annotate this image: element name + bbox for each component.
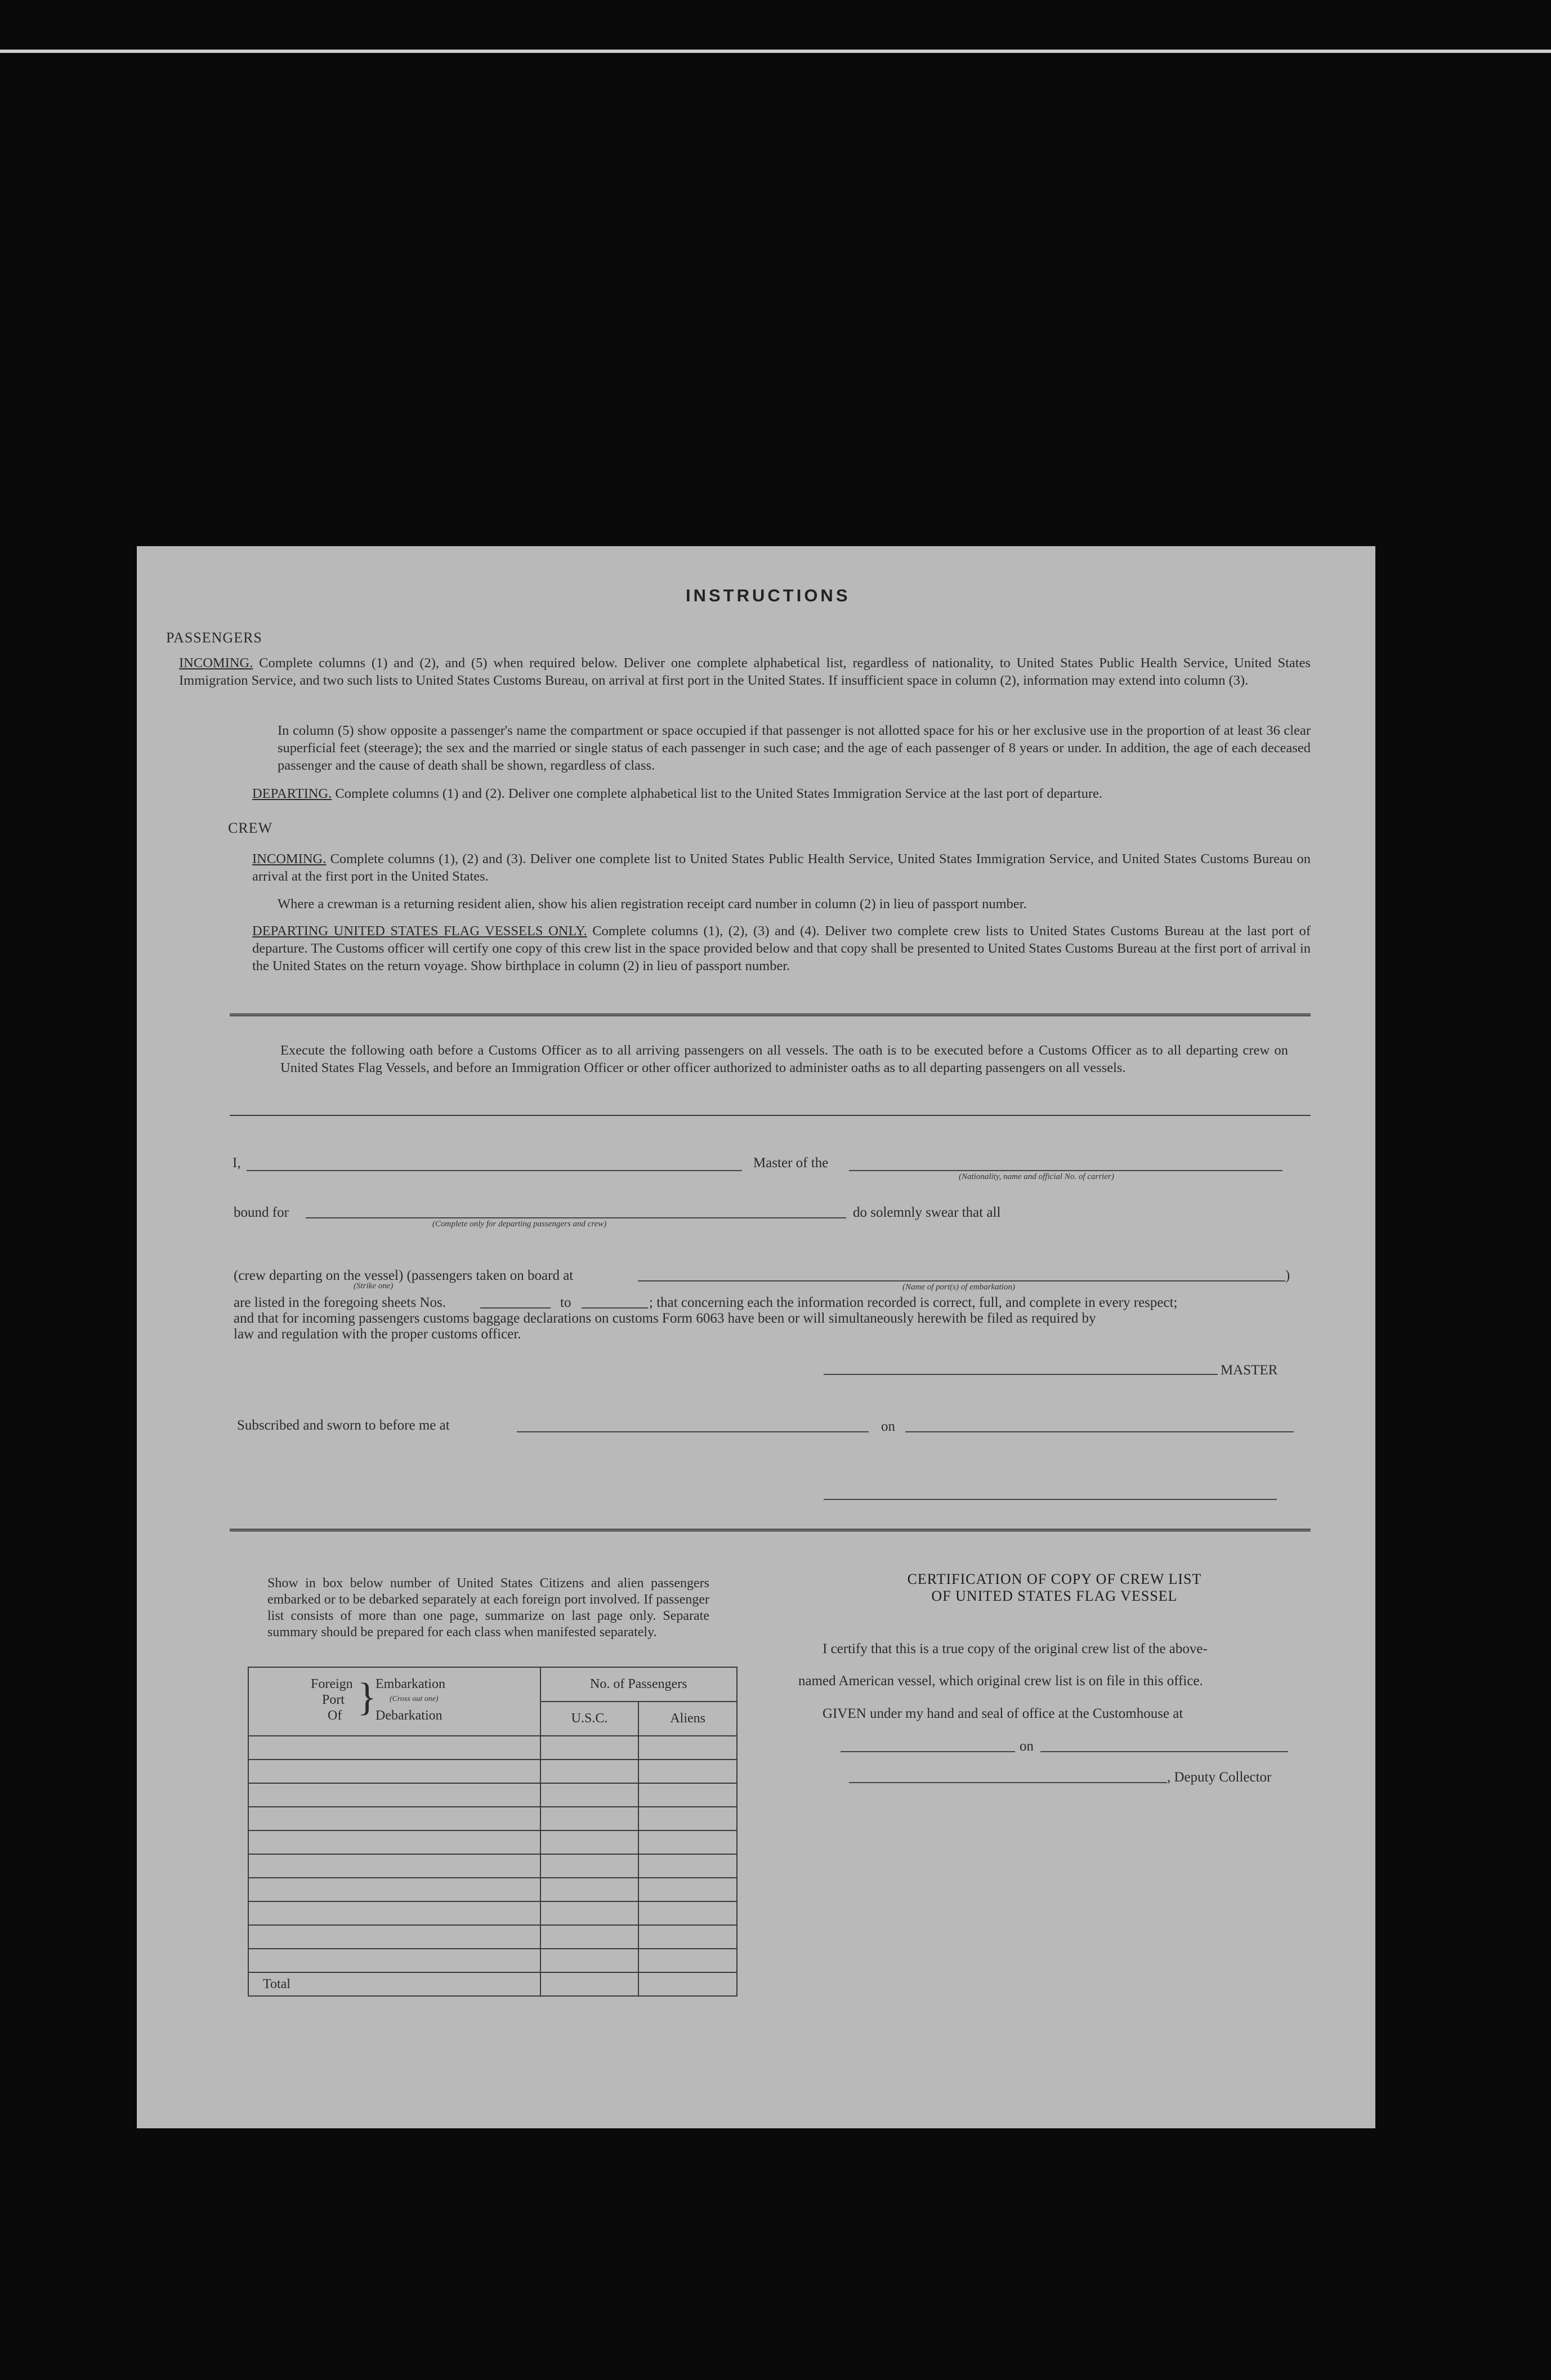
subscribed-place-line[interactable] <box>517 1431 869 1432</box>
master-signature-line[interactable] <box>824 1374 1218 1375</box>
passengers-departing-label: DEPARTING. <box>252 786 332 801</box>
carrier-line[interactable] <box>849 1170 1282 1171</box>
total-row <box>248 1972 737 1996</box>
oath-i-label: I, <box>233 1155 241 1171</box>
certification-title <box>857 1571 1251 1605</box>
subscribed-on-text: on <box>881 1419 895 1434</box>
form-page <box>137 546 1375 2128</box>
to-text: to <box>560 1295 571 1310</box>
no-passengers-header: No. of Passengers <box>540 1667 737 1702</box>
oath-intro: Execute the following oath before a Customs Officer as to all arriving passengers on all vessels. The oath is to be executed before a Customs Officer as to all departing crew on United States Flag Vessels, and before an Immigration Officer or other officer authorized to administer oaths as to all departing passengers on all vessels. <box>280 1043 1288 1075</box>
bound-for-caption: (Complete only for departing passengers and crew) <box>432 1220 607 1229</box>
master-of-label: Master of the <box>753 1155 829 1171</box>
oath-line-3: law and regulation with the proper customs officer. <box>234 1327 521 1342</box>
passengers-departing-paragraph <box>252 785 1322 802</box>
section-divider <box>230 1013 1311 1016</box>
crew-resident-paragraph: Where a crewman is a returning resident alien, show his alien registration receipt card number in column (2) in lieu of passport number. <box>278 896 1027 912</box>
crew-departing-text: Complete columns (1), (2), (3) and (4). Deliver two complete crew lists to United States Customs Bureau at the last port of departure. The Customs officer will certify one copy of this crew list in the space provided below and that copy shall be presented to United States Customs Bureau at the first port of arrival in the United States on the return voyage. Show birthplace in column (2) in lieu of passport number. <box>252 923 1311 974</box>
certification-line-1: I certify that this is a true copy of the original crew list of the above- <box>823 1641 1208 1656</box>
close-paren: ) <box>1285 1268 1290 1283</box>
table-row <box>248 1783 737 1807</box>
certification-on-text: on <box>1020 1739 1034 1754</box>
crew-departing-label: DEPARTING UNITED STATES FLAG VESSELS ONLY. <box>252 923 587 939</box>
table-row <box>248 1878 737 1901</box>
subscribed-date-line[interactable] <box>905 1431 1294 1432</box>
total-label: Total <box>248 1972 540 1996</box>
passengers-departing-text: Complete columns (1) and (2). Deliver one complete alphabetical list to the United States Immigration Service at the last port of departure. <box>335 786 1103 801</box>
sheet-to-line[interactable] <box>582 1307 648 1309</box>
debarkation-label: Debarkation <box>376 1708 442 1723</box>
aliens-header: Aliens <box>638 1702 737 1736</box>
oath-divider <box>230 1115 1311 1116</box>
table-row <box>248 1949 737 1972</box>
crew-heading: CREW <box>228 820 273 836</box>
bottom-divider <box>230 1529 1311 1531</box>
crew-incoming-text: Complete columns (1), (2) and (3). Deliver one complete list to United States Public Health Service, United States Immigration Service, and United States Customs Bureau on arrival at the first port in the United States. <box>252 851 1311 884</box>
certification-line-3: GIVEN under my hand and seal of office at the Customhouse at <box>823 1706 1183 1721</box>
nationality-caption: (Nationality, name and official No. of carrier) <box>959 1172 1114 1181</box>
deputy-collector-label: , Deputy Collector <box>1167 1770 1272 1785</box>
certification-title-line-1: CERTIFICATION OF COPY OF CREW LIST <box>907 1571 1202 1587</box>
master-label: MASTER <box>1221 1363 1278 1378</box>
subscribed-text: Subscribed and sworn to before me at <box>237 1418 450 1433</box>
strike-one-caption: (Strike one) <box>354 1281 394 1291</box>
bound-for-label: bound for <box>234 1205 289 1220</box>
officer-signature-line[interactable] <box>824 1499 1277 1500</box>
oath-line-2: and that for incoming passengers customs baggage declarations on customs Form 6063 have been or will simultaneously herewith be filed as required by <box>234 1311 1096 1326</box>
of-label: Of <box>328 1708 342 1723</box>
table-row <box>248 1854 737 1878</box>
passengers-incoming-label: INCOMING. <box>179 655 253 671</box>
crew-incoming-label: INCOMING. <box>252 851 327 867</box>
swear-text: do solemnly swear that all <box>853 1205 1001 1220</box>
certification-date-line[interactable] <box>1040 1751 1288 1752</box>
port-caption: (Name of port(s) of embarkation) <box>902 1283 1015 1292</box>
crew-incoming-paragraph <box>252 850 1311 885</box>
embarkation-port-line[interactable] <box>638 1280 1285 1281</box>
usc-header: U.S.C. <box>540 1702 639 1736</box>
passengers-column5-paragraph: In column (5) show opposite a passenger's name the compartment or space occupied if that passenger is not allotted space for his or her exclusive use in the proportion of at least 36 clear superficial feet (steerage); the sex and the married or single status of each passenger in such case; and the age of each passenger of 8 years or under. In addition, the age of each deceased passenger and the cause of death shall be shown, regardless of class. <box>278 723 1311 773</box>
brace-icon: } <box>357 1676 377 1719</box>
sheet-from-line[interactable] <box>480 1307 551 1309</box>
cross-out-caption: (Cross out one) <box>390 1695 439 1703</box>
table-row <box>248 1736 737 1760</box>
port-label: Port <box>322 1693 345 1707</box>
embarkation-label: Embarkation <box>376 1677 445 1691</box>
passengers-incoming-text: Complete columns (1) and (2), and (5) when required below. Deliver one complete alphabetical list, regardless of nationality, to United States Public Health Service, United States Immigration Service, and two such lists to United States Customs Bureau, on arrival at first port in the United States. If insufficient space in column (2), information may extend into column (3). <box>179 655 1311 688</box>
passengers-heading: PASSENGERS <box>166 629 262 646</box>
foreign-label: Foreign <box>311 1677 353 1691</box>
passengers-incoming-paragraph <box>179 654 1311 689</box>
crew-departing-paragraph <box>252 922 1311 975</box>
customhouse-line[interactable] <box>841 1751 1015 1752</box>
certification-line-2: named American vessel, which original crew list is on file in this office. <box>798 1673 1203 1689</box>
box-instructions: Show in box below number of United States Citizens and alien passengers embarked or to be debarked separately at each foreign port involved. If passenger list consists of more than one page, summarize on last page only. Separate summary should be prepared for each class when manifested separately. <box>267 1576 709 1640</box>
listed-in-text: are listed in the foregoing sheets Nos. <box>234 1295 446 1310</box>
table-row <box>248 1830 737 1854</box>
certification-title-line-2: OF UNITED STATES FLAG VESSEL <box>931 1588 1178 1604</box>
concerning-text: ; that concerning each the information recorded is correct, full, and complete in every respect; <box>649 1295 1178 1310</box>
top-film-edge <box>0 50 1551 53</box>
table-row <box>248 1925 737 1949</box>
table-row <box>248 1807 737 1830</box>
passenger-ports-table <box>248 1667 737 1997</box>
deputy-signature-line[interactable] <box>849 1782 1167 1783</box>
bound-for-line[interactable] <box>306 1217 846 1218</box>
table-row <box>248 1760 737 1783</box>
master-name-line[interactable] <box>247 1170 742 1171</box>
page-title: INSTRUCTIONS <box>686 586 851 605</box>
crew-departing-text: (crew departing on the vessel) (passengers taken on board at <box>234 1268 574 1283</box>
table-row <box>248 1901 737 1925</box>
port-header-cell <box>248 1667 540 1736</box>
